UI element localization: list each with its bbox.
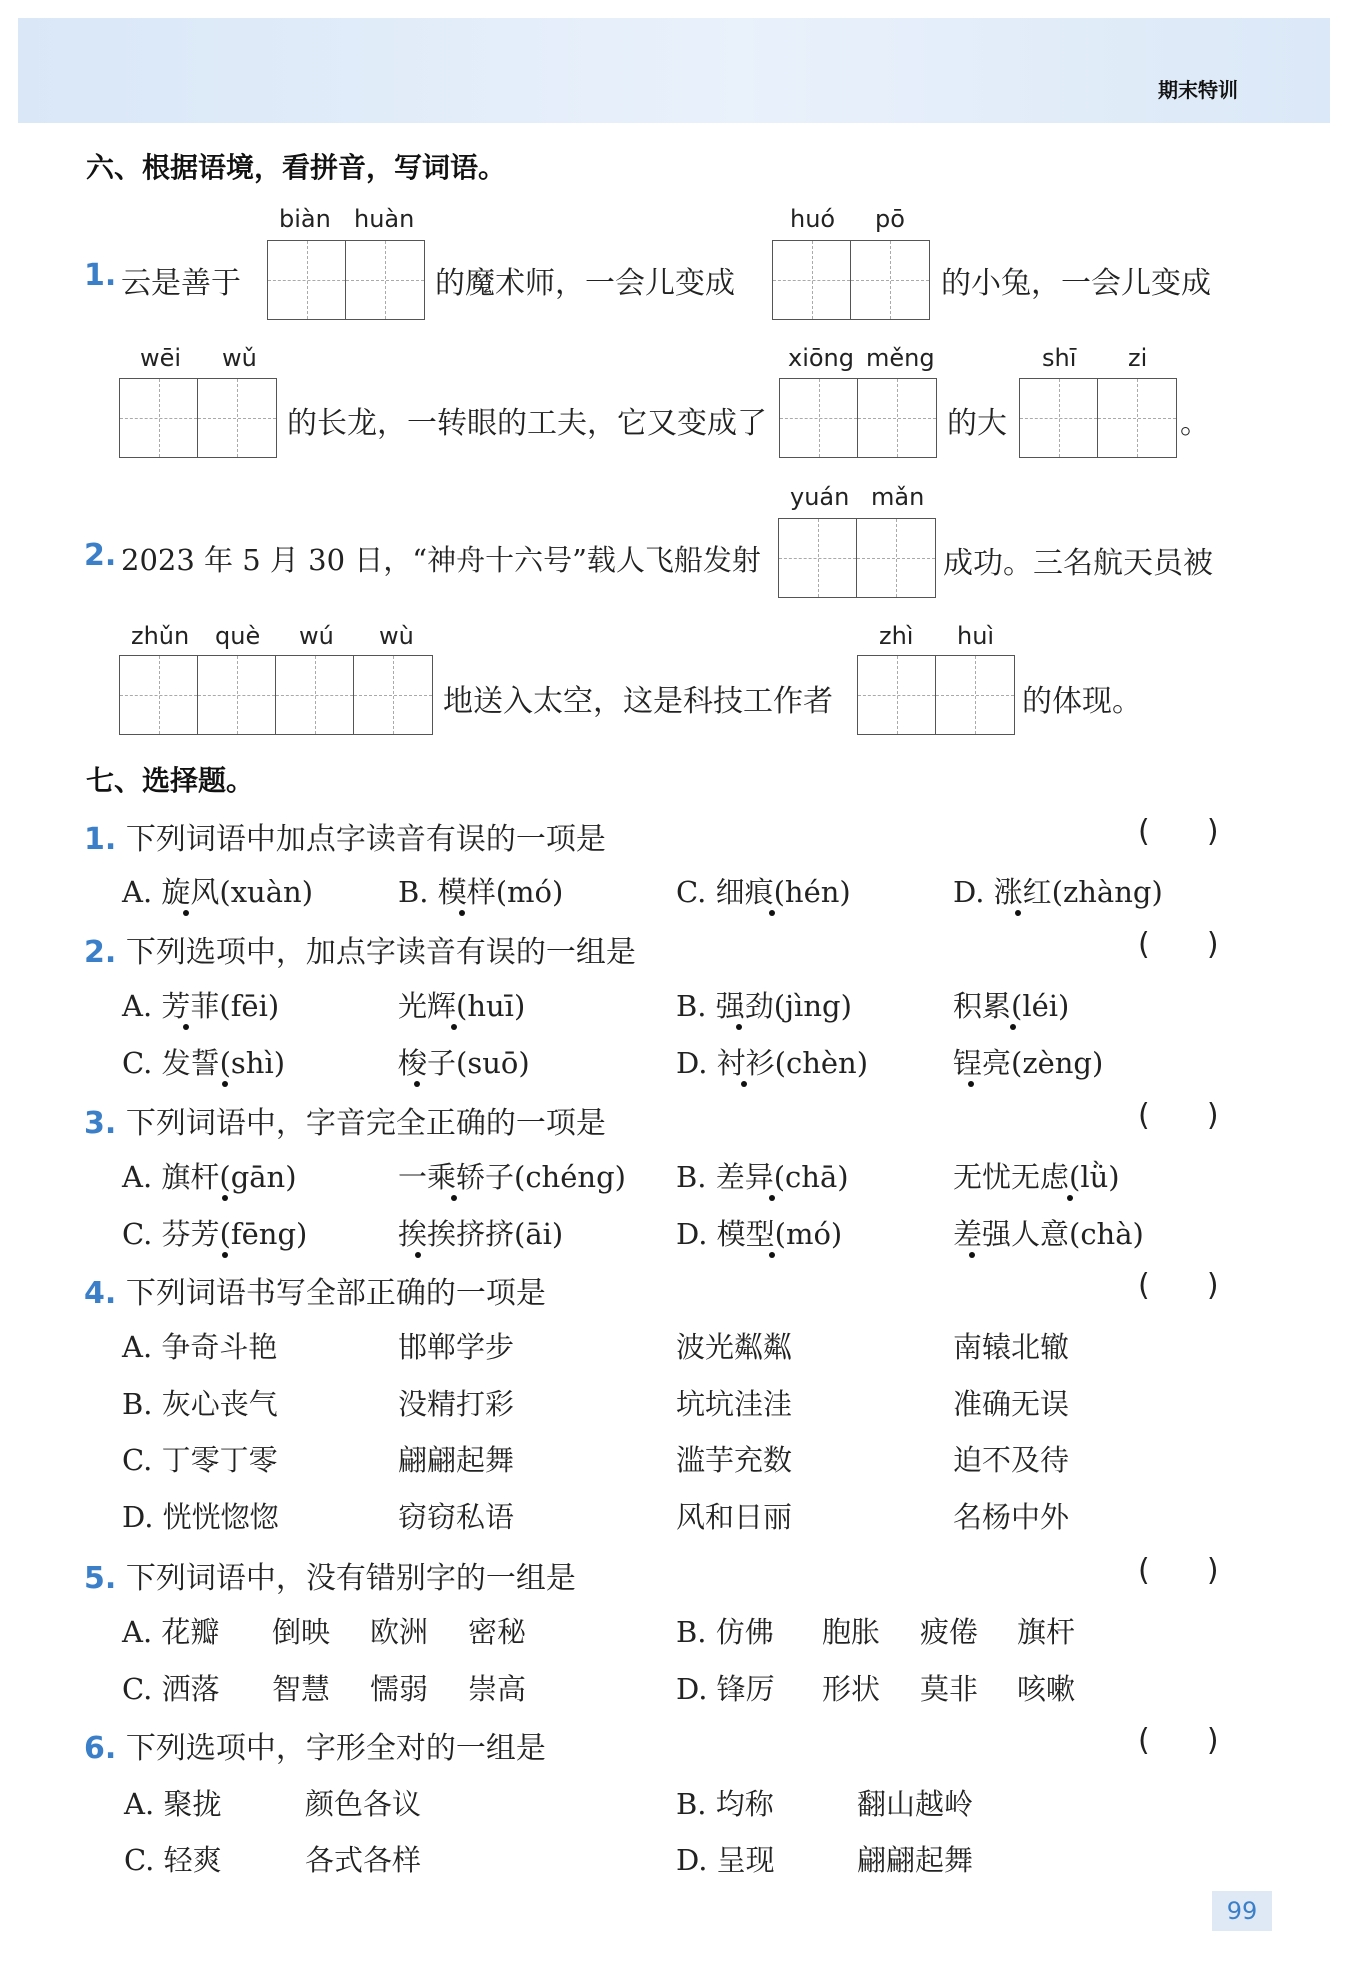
option[interactable]: D. 恍恍惚惚	[122, 1500, 279, 1534]
emphasis-dot	[183, 910, 189, 916]
option: 翩翩起舞	[857, 1843, 974, 1877]
option[interactable]: B. 均称	[676, 1787, 774, 1821]
option[interactable]: A. 聚拢	[124, 1787, 222, 1821]
option[interactable]: D. 衬衫(chèn)	[676, 1046, 869, 1080]
option: 波光粼粼	[676, 1330, 793, 1364]
pinyin: biàn	[279, 205, 331, 233]
header-band	[18, 18, 1330, 123]
q2-text-4: 的体现。	[1022, 684, 1142, 719]
pinyin: měng	[866, 344, 935, 372]
emphasis-dot	[451, 1024, 457, 1030]
option: 没精打彩	[398, 1387, 515, 1421]
q2-text-2: 成功。三名航天员被	[943, 546, 1213, 581]
option[interactable]: 差强人意(chà)	[953, 1217, 1144, 1251]
option[interactable]: A. 争奇斗艳	[122, 1330, 278, 1364]
emphasis-dot	[968, 1081, 974, 1087]
option: 倒映	[272, 1615, 331, 1649]
answer-paren[interactable]: ( )	[1138, 927, 1219, 962]
emphasis-dot	[459, 910, 465, 916]
pinyin: huì	[957, 622, 995, 650]
question: 1. 下列词语中加点字读音有误的一项是	[84, 822, 606, 857]
option: 名杨中外	[953, 1500, 1070, 1534]
q2-text-1: 2023 年 5 月 30 日，“神舟十六号”载人飞船发射	[121, 543, 761, 577]
emphasis-dot	[1010, 1024, 1016, 1030]
pinyin: huó	[790, 205, 836, 233]
option[interactable]: 积累(léi)	[953, 989, 1070, 1023]
option: 翻山越岭	[857, 1787, 974, 1821]
emphasis-dot	[1067, 1195, 1073, 1201]
option: 旗杆	[1017, 1615, 1076, 1649]
option: 莫非	[920, 1672, 979, 1706]
emphasis-dot	[222, 1195, 228, 1201]
option[interactable]: 无忧无虑(lǜ)	[953, 1160, 1120, 1194]
option[interactable]: 梭子(suō)	[398, 1046, 530, 1080]
answer-boxes[interactable]	[857, 655, 1015, 735]
option[interactable]: 光辉(huī)	[398, 989, 526, 1023]
pinyin: pō	[875, 205, 905, 233]
option[interactable]: 锃亮(zèng)	[953, 1046, 1104, 1080]
answer-boxes[interactable]	[772, 240, 930, 320]
emphasis-dot	[222, 1252, 228, 1258]
q2-number: 2.	[84, 538, 117, 573]
option[interactable]: C. 轻爽	[124, 1843, 222, 1877]
header-title: 期末特训	[1158, 78, 1238, 102]
q1-text-6: 。	[1180, 406, 1210, 441]
option[interactable]: B. 强劲(jìng)	[676, 989, 852, 1023]
option[interactable]: A. 芳菲(fēi)	[122, 989, 280, 1023]
option: 坑坑洼洼	[676, 1387, 793, 1421]
option: 智慧	[272, 1672, 331, 1706]
emphasis-dot	[741, 1081, 747, 1087]
emphasis-dot	[451, 1195, 457, 1201]
q1-text-4: 的长龙，一转眼的工夫，它又变成了	[287, 406, 767, 441]
pinyin: xiōng	[788, 344, 854, 372]
option[interactable]: 一乘轿子(chéng)	[398, 1160, 626, 1194]
answer-paren[interactable]: ( )	[1138, 1268, 1219, 1303]
page-number: 99	[1212, 1891, 1272, 1931]
option[interactable]: B. 灰心丧气	[122, 1387, 278, 1421]
question: 3. 下列词语中，字音完全正确的一项是	[84, 1106, 606, 1141]
pinyin: wēi	[140, 344, 182, 372]
answer-boxes[interactable]	[119, 378, 277, 458]
option: 胞胀	[822, 1615, 881, 1649]
answer-boxes[interactable]	[779, 378, 937, 458]
option: 崇高	[468, 1672, 527, 1706]
q1-text-5: 的大	[947, 406, 1007, 441]
answer-boxes[interactable]	[778, 518, 936, 598]
option: 翩翩起舞	[398, 1443, 515, 1477]
option: 邯郸学步	[398, 1330, 515, 1364]
option[interactable]: C. 细痕(hén)	[676, 875, 851, 909]
option: 密秘	[468, 1615, 527, 1649]
pinyin: wù	[379, 622, 414, 650]
option: 疲倦	[920, 1615, 979, 1649]
option: 窃窃私语	[398, 1500, 515, 1534]
option[interactable]: C. 芬芳(fēng)	[122, 1217, 308, 1251]
pinyin: què	[215, 622, 261, 650]
question: 2. 下列选项中，加点字读音有误的一组是	[84, 935, 636, 970]
option: 欧洲	[370, 1615, 429, 1649]
answer-paren[interactable]: ( )	[1138, 1098, 1219, 1133]
answer-paren[interactable]: ( )	[1138, 1553, 1219, 1588]
question: 4. 下列词语书写全部正确的一项是	[84, 1276, 546, 1311]
pinyin: shī	[1042, 344, 1077, 372]
pinyin: mǎn	[871, 483, 925, 511]
answer-paren[interactable]: ( )	[1138, 814, 1219, 849]
emphasis-dot	[183, 1024, 189, 1030]
answer-boxes[interactable]	[267, 240, 425, 320]
option[interactable]: D. 涨红(zhàng)	[953, 875, 1163, 909]
option[interactable]: D. 模型(mó)	[676, 1217, 843, 1251]
q1-text-2: 的魔术师，一会儿变成	[435, 266, 735, 301]
pinyin: zhǔn	[131, 622, 190, 650]
pinyin: zi	[1128, 344, 1148, 372]
question: 6. 下列选项中，字形全对的一组是	[84, 1731, 546, 1766]
option: 咳嗽	[1017, 1672, 1076, 1706]
option[interactable]: C. 洒落	[122, 1672, 220, 1706]
emphasis-dot	[769, 1252, 775, 1258]
q1-text-3: 的小兔，一会儿变成	[941, 266, 1211, 301]
emphasis-dot	[415, 1252, 421, 1258]
option[interactable]: A. 旗杆(gān)	[122, 1160, 297, 1194]
q1-text-1: 云是善于	[121, 266, 241, 301]
pinyin: wú	[299, 622, 334, 650]
pinyin: huàn	[354, 205, 415, 233]
answer-boxes[interactable]	[119, 655, 433, 735]
emphasis-dot	[769, 1195, 775, 1201]
answer-boxes[interactable]	[1019, 378, 1177, 458]
option: 准确无误	[953, 1387, 1070, 1421]
answer-paren[interactable]: ( )	[1138, 1723, 1219, 1758]
option: 南辕北辙	[953, 1330, 1070, 1364]
section7-title: 七、选择题。	[86, 764, 255, 797]
option[interactable]: B. 差异(chā)	[676, 1160, 849, 1194]
option[interactable]: D. 锋厉	[676, 1672, 775, 1706]
question: 5. 下列词语中，没有错别字的一组是	[84, 1561, 576, 1596]
option[interactable]: C. 发誓(shì)	[122, 1046, 286, 1080]
pinyin: yuán	[790, 483, 850, 511]
option[interactable]: B. 仿佛	[676, 1615, 774, 1649]
option[interactable]: D. 呈现	[676, 1843, 775, 1877]
pinyin: wǔ	[222, 344, 257, 372]
pinyin: zhì	[879, 622, 914, 650]
option[interactable]: C. 丁零丁零	[122, 1443, 278, 1477]
emphasis-dot	[414, 1081, 420, 1087]
emphasis-dot	[736, 1024, 742, 1030]
option[interactable]: A. 花瓣	[122, 1615, 220, 1649]
option[interactable]: B. 模样(mó)	[398, 875, 564, 909]
option: 懦弱	[370, 1672, 429, 1706]
q1-number: 1.	[84, 258, 117, 293]
option: 风和日丽	[676, 1500, 793, 1534]
q2-text-3: 地送入太空，这是科技工作者	[443, 684, 833, 719]
emphasis-dot	[222, 1081, 228, 1087]
option: 滥芋充数	[676, 1443, 793, 1477]
option: 形状	[822, 1672, 881, 1706]
option: 颜色各议	[305, 1787, 422, 1821]
emphasis-dot	[969, 1252, 975, 1258]
section6-title: 六、根据语境，看拼音，写词语。	[86, 151, 507, 184]
emphasis-dot	[1015, 910, 1021, 916]
option: 各式各样	[305, 1843, 422, 1877]
option[interactable]: A. 旋风(xuàn)	[122, 875, 314, 909]
option: 迫不及待	[953, 1443, 1070, 1477]
option[interactable]: 挨挨挤挤(āi)	[398, 1217, 564, 1251]
emphasis-dot	[769, 910, 775, 916]
